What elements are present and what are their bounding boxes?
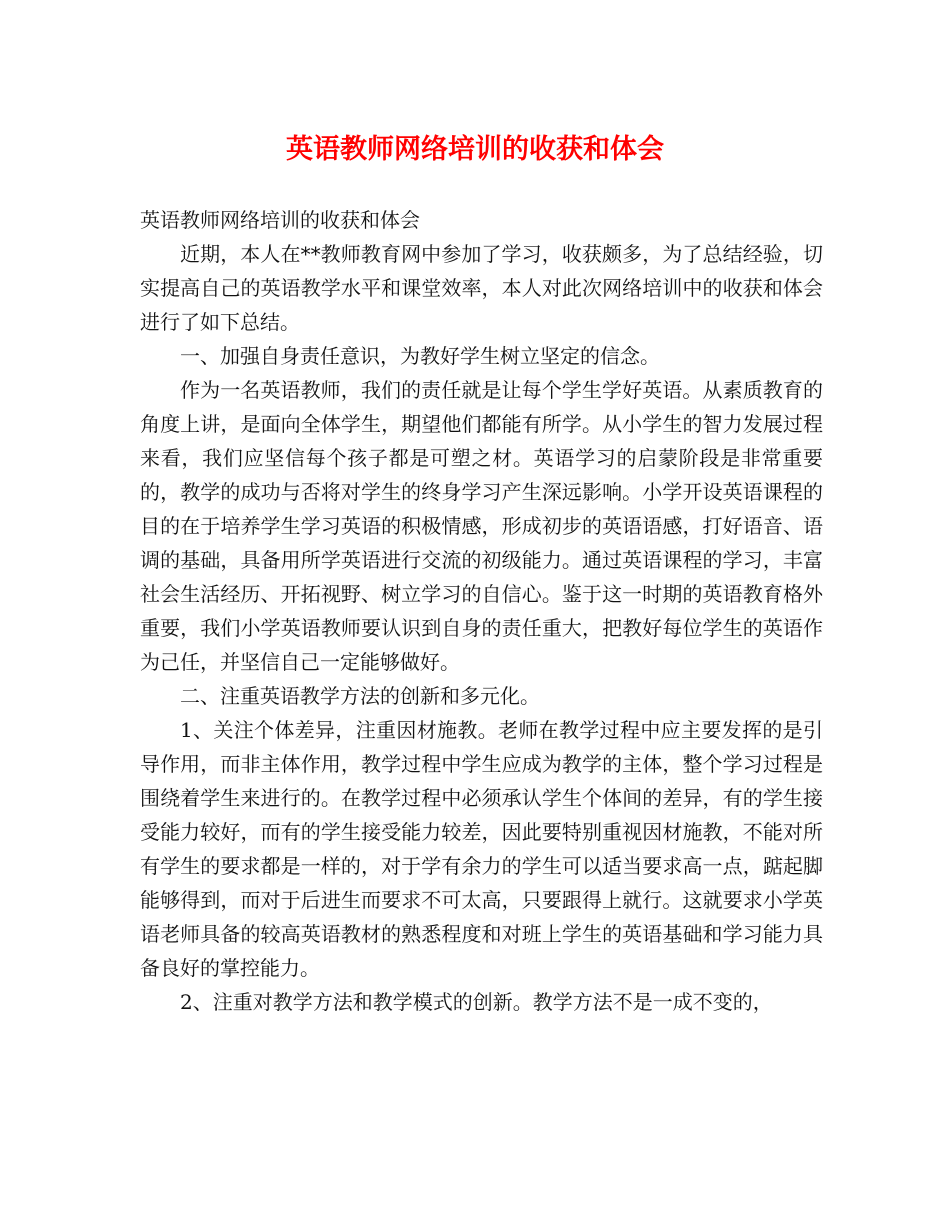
section-heading-1: 一、加强自身责任意识，为教好学生树立坚定的信念。 [180, 344, 660, 368]
paragraph-individual-differences: 1、关注个体差异，注重因材施教。老师在教学过程中应主要发挥的是引导作用，而非主体作用，教学过程中学生应成为教学的主体，整个学习过程是围绕着学生来进行的。在教学过程中必须承认学生个体间的差异，有的学生接受能力较好，而有的学生接受能力较差，因此要特别重视因材施教，不能对所有学生的要求都是一样的，对于学有余力的学生可以适当要求高一点，踮起脚能够得到，而对于后进生而要求不可太高，只要跟得上就行。这就要求小学英语老师具备的较高英语教材的熟悉程度和对班上学生的英语基础和学习能力具备良好的掌控能力。 [140, 718, 823, 980]
paragraph-responsibility: 作为一名英语教师，我们的责任就是让每个学生学好英语。从素质教育的角度上讲，是面向全体学生，期望他们都能有所学。从小学生的智力发展过程来看，我们应坚信每个孩子都是可塑之材。英语学习的启蒙阶段是非常重要的，教学的成功与否将对学生的终身学习产生深远影响。小学开设英语课程的目的在于培养学生学习英语的积极情感，形成初步的英语语感，打好语音、语调的基础，具备用所学英语进行交流的初级能力。通过英语课程的学习，丰富社会生活经历、开拓视野、树立学习的自信心。鉴于这一时期的英语教育格外重要，我们小学英语教师要认识到自身的责任重大，把教好每位学生的英语作为己任，并坚信自己一定能够做好。 [140, 378, 823, 674]
paragraph-subtitle: 英语教师网络培训的收获和体会 [140, 208, 420, 232]
paragraph-method-innovation: 2、注重对教学方法和教学模式的创新。教学方法不是一成不变的， [180, 990, 773, 1014]
document-title: 英语教师网络培训的收获和体会 [286, 134, 664, 165]
document-body [140, 203, 823, 1019]
section-heading-2: 二、注重英语教学方法的创新和多元化。 [180, 684, 540, 708]
paragraph-intro: 近期，本人在**教师教育网中参加了学习，收获颇多，为了总结经验，切实提高自己的英语教学水平和课堂效率，本人对此次网络培训中的收获和体会进行了如下总结。 [140, 242, 823, 334]
